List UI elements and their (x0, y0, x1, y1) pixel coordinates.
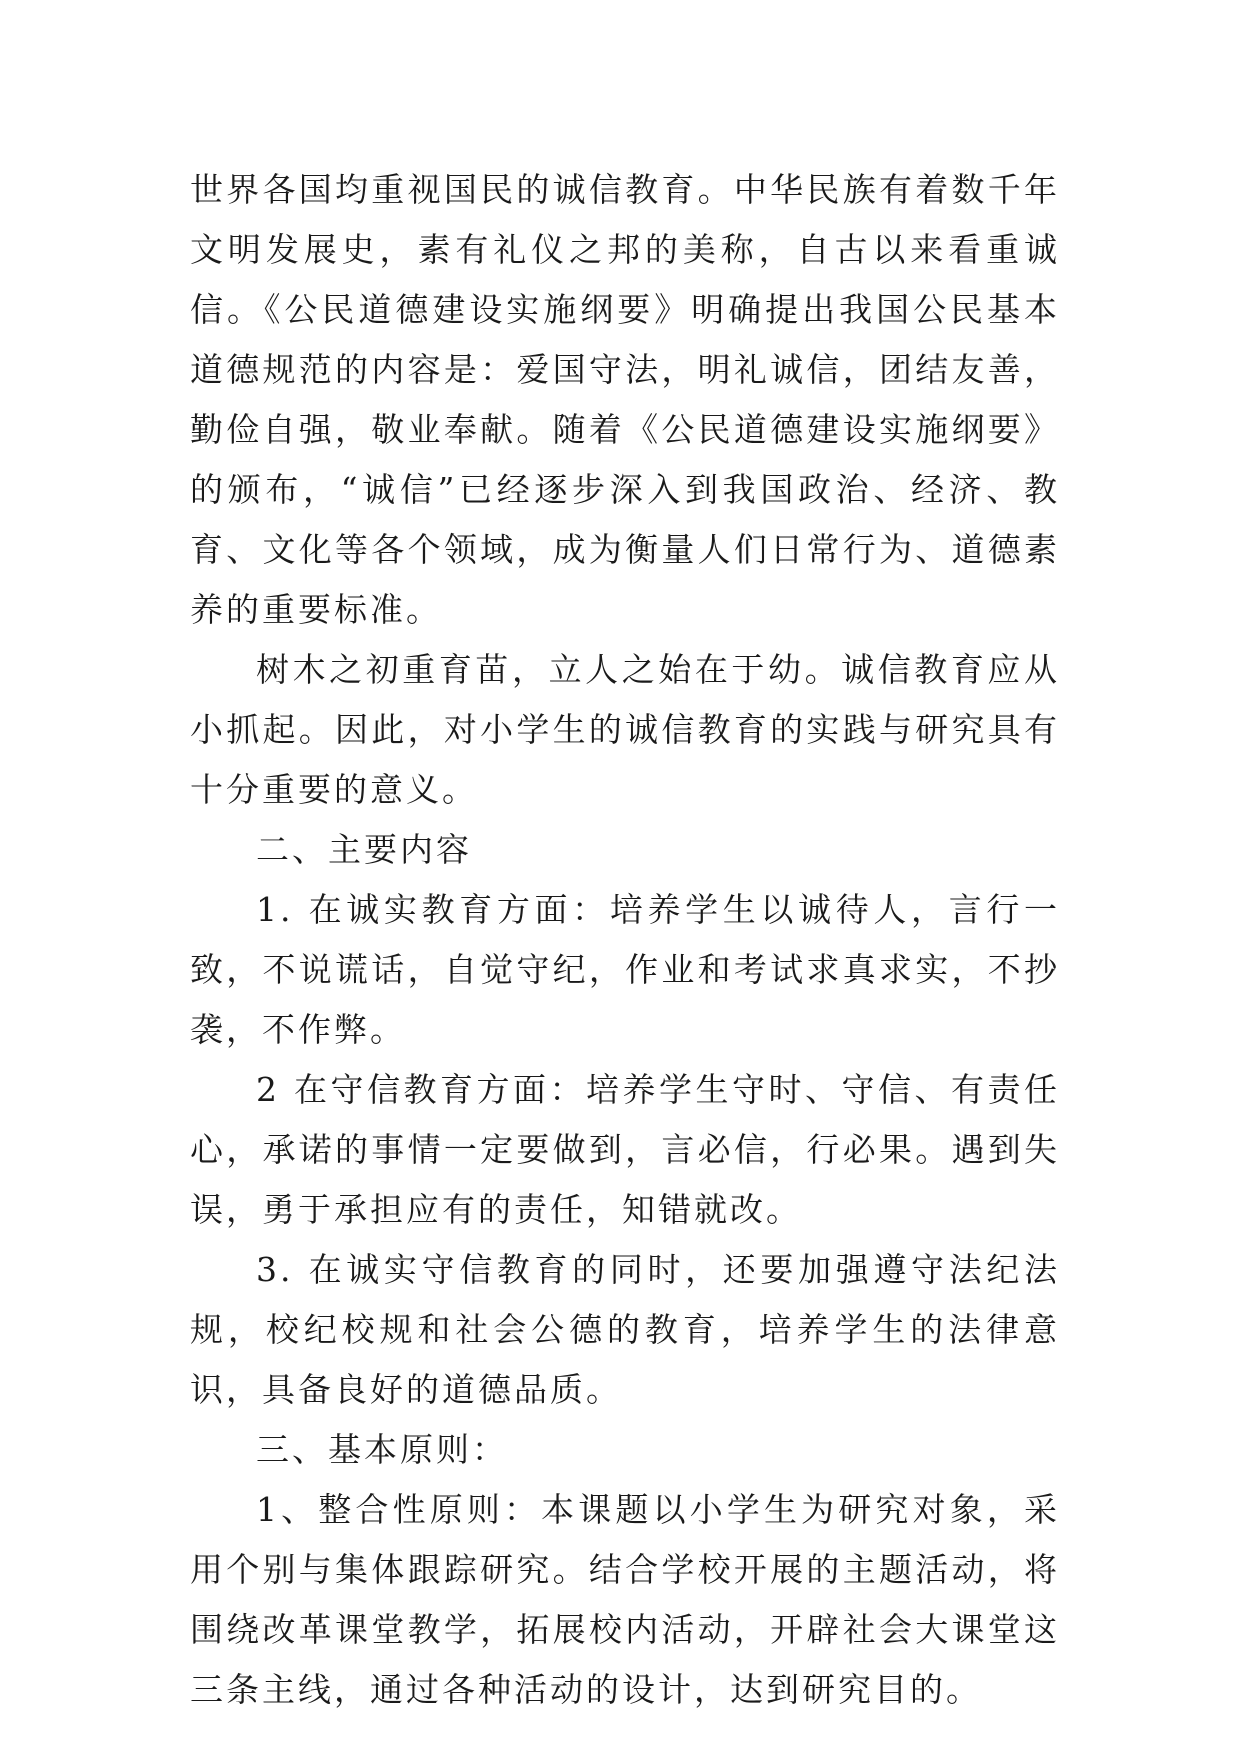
paragraph-intro-continued: 世界各国均重视国民的诚信教育。中华民族有着数千年文明发展史，素有礼仪之邦的美称，自古以来看重诚信。《公民道德建设实施纲要》明确提出我国公民基本道德规范的内容是：爱国守法，明礼诚信，团结友善，勤俭自强，敬业奉献。随着《公民道德建设实施纲要》的颁布，“诚信”已经逐步深入到我国政治、经济、教育、文化等各个领域，成为衡量人们日常行为、道德素养的重要标准。 (190, 170, 1060, 629)
document-body (190, 160, 1060, 1720)
list-item-law-discipline-education: 3. 在诚实守信教育的同时，还要加强遵守法纪法规，校纪校规和社会公德的教育，培养学生的法律意识，具备良好的道德品质。 (190, 1250, 1060, 1409)
list-item-integration-principle: 1、整合性原则：本课题以小学生为研究对象，采用个别与集体跟踪研究。结合学校开展的主题活动，将围绕改革课堂教学，拓展校内活动，开辟社会大课堂这三条主线，通过各种活动的设计，达到研究目的。 (190, 1490, 1060, 1709)
list-item-honesty-education: 1. 在诚实教育方面：培养学生以诚待人，言行一致，不说谎话，自觉守纪，作业和考试求真求实，不抄袭，不作弊。 (190, 890, 1060, 1049)
section-heading-basic-principles: 三、基本原则： (256, 1430, 508, 1469)
list-item-trust-education: 2 在守信教育方面：培养学生守时、守信、有责任心，承诺的事情一定要做到，言必信，行必果。遇到失误，勇于承担应有的责任，知错就改。 (190, 1070, 1060, 1229)
section-heading-main-content: 二、主要内容 (256, 830, 472, 869)
paragraph-significance: 树木之初重育苗，立人之始在于幼。诚信教育应从小抓起。因此，对小学生的诚信教育的实践与研究具有十分重要的意义。 (190, 650, 1060, 809)
